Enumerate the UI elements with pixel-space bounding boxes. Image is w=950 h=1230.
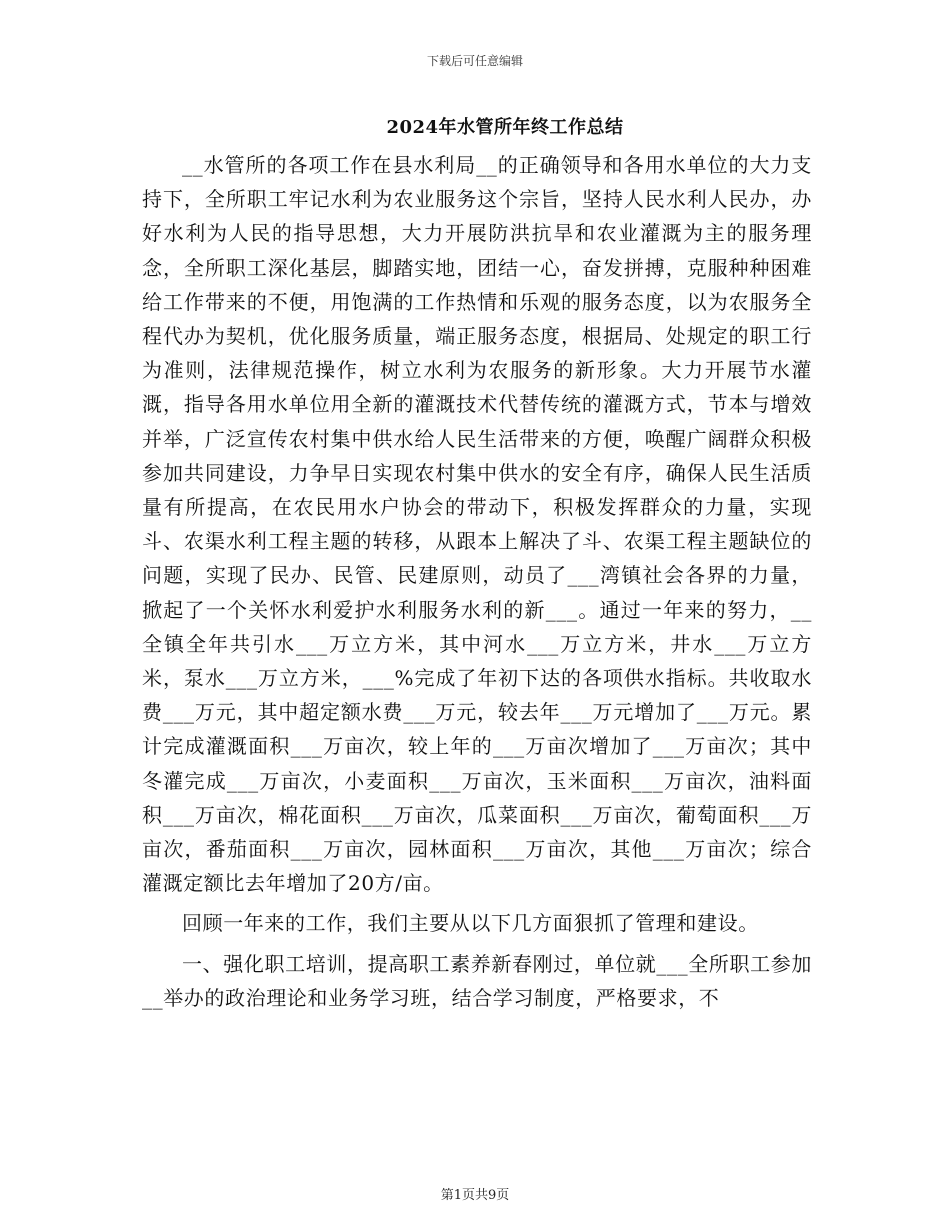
page-header-note: 下载后可任意编辑 [426, 54, 523, 68]
paragraph-2: 回顾一年来的工作，我们主要从以下几方面狠抓了管理和建设。 [182, 911, 759, 936]
document-body [142, 148, 812, 1021]
page-indicator: 第1页共9页 [440, 1188, 510, 1203]
paragraph-1: __水管所的各项工作在县水利局__的正确领导和各用水单位的大力支持下，全所职工牢记水利为农业服务这个宗旨，坚持人民水利人民办，办好水利为人民的指导思想，大力开展防洪抗旱和农业灌溉为主的服务理念，全所职工深化基层，脚踏实地，团结一心，奋发拼搏，克服种种困难给工作带来的不便，用饱满的工作热情和乐观的服务态度，以为农服务全程代办为契机，优化服务质量，端正服务态度，根据局、处规定的职工行为准则，法律规范操作，树立水利为农服务的新形象。大力开展节水灌溉，指导各用水单位用全新的灌溉技术代替传统的灌溉方式，节本与增效并举，广泛宣传农村集中供水给人民生活带来的方便，唤醒广阔群众积极参加共同建设，力争早日实现农村集中供水的安全有序，确保人民生活质量有所提高，在农民用水户协会的带动下，积极发挥群众的力量，实现斗、农渠水利工程主题的转移，从跟本上解决了斗、农渠工程主题缺位的问题，实现了民办、民管、民建原则，动员了___湾镇社会各界的力量，掀起了一个关怀水利爱护水利服务水利的新___。通过一年来的努力，__全镇全年共引水___万立方米，其中河水___万立方米，井水___万立方米，泵水___万立方米，___%完成了年初下达的各项供水指标。共收取水费___万元，其中超定额水费___万元，较去年___万元增加了___万元。累计完成灌溉面积___万亩次，较上年的___万亩次增加了___万亩次；其中冬灌完成___万亩次，小麦面积___万亩次，玉米面积___万亩次，油料面积___万亩次，棉花面积___万亩次，瓜菜面积___万亩次，葡萄面积___万亩次，番茄面积___万亩次，园林面积___万亩次，其他___万亩次；综合灌溉定额比去年增加了20方/亩。 [142, 153, 812, 896]
document-title: 2024年水管所年终工作总结 [386, 117, 624, 138]
paragraph-3: 一、强化职工培训，提高职工素养新春刚过，单位就___全所职工参加__举办的政治理论和业务学习班，结合学习制度，严格要求，不 [142, 951, 812, 1010]
